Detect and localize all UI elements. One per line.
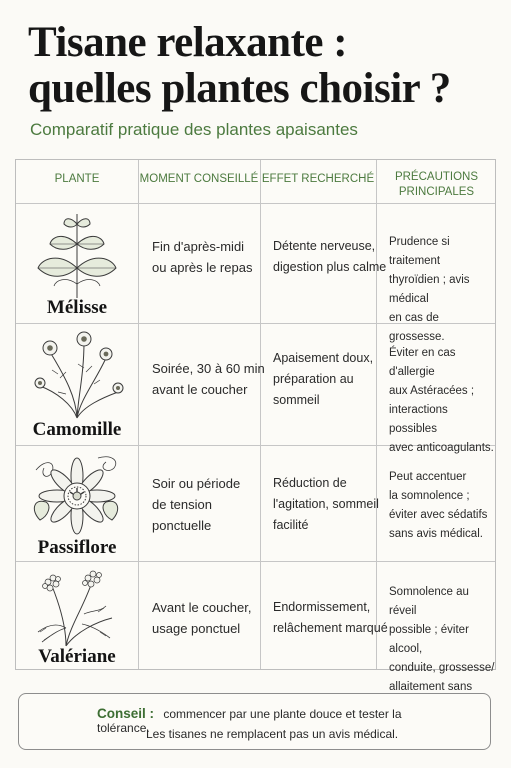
effect-cell: Détente nerveuse, digestion plus calme [273,239,387,274]
tip-text: commencer par une plante douce et tester la tolérance. [97,707,402,735]
column-header-precautions: PRÉCAUTIONS PRINCIPALES [394,171,479,198]
moment-cell: Soirée, 30 à 60 min avant le coucher [152,361,265,397]
column-header-moment: MOMENT CONSEILLÉ [139,173,259,185]
tip-label: Conseil : [97,706,155,721]
moment-cell: Soir ou période de tension ponctuelle [152,476,241,533]
effect-cell: Endormissement, relâchement marqué [273,600,388,635]
title-line-2: quelles plantes choisir ? [28,65,451,112]
precautions-cell: Peut accentuer la somnolence ; éviter avec sédatifs sans avis médical. [389,471,488,540]
effect-cell: Réduction de l'agitation, sommeil facilité [273,476,379,532]
moment-cell: Avant le coucher, usage ponctuel [152,600,252,636]
plant-name-valeriane: Valériane [38,646,116,667]
column-header-effet: EFFET RECHERCHÉ [261,173,375,185]
precautions-cell: Prudence si traitement thyroïdien ; avis médical en cas de grossesse. [389,236,470,343]
column-header-plante: PLANTE [54,173,100,185]
precautions-cell: Éviter en cas d'allergie aux Astéracées ; interactions possibles avec anticoagulants. [389,347,494,454]
page-title [28,20,498,112]
plant-name-camomille: Camomille [32,419,122,440]
moment-cell: Fin d'après-midi ou après le repas [152,239,253,275]
precautions-cell: Somnolence au réveil possible ; éviter alcool, conduite, grossesse/ allaitement sans [389,586,495,693]
melisse-leaves-icon [26,210,128,300]
plant-name-melisse: Mélisse [46,297,108,318]
title-line-1: Tisane relaxante : [28,19,348,66]
valerian-flower-icon [26,566,128,648]
plant-name-passiflore: Passiflore [37,537,117,558]
page-subtitle: Comparatif pratique des plantes apaisantes [30,120,358,139]
tip-line-2: Les tisanes ne remplacent pas un avis médical. [146,727,399,741]
passionflower-icon [26,450,128,540]
chamomile-flower-icon [26,328,128,420]
effect-cell: Apaisement doux, préparation au sommeil [273,351,374,407]
comparison-table [15,159,496,693]
tip-box [18,693,491,750]
